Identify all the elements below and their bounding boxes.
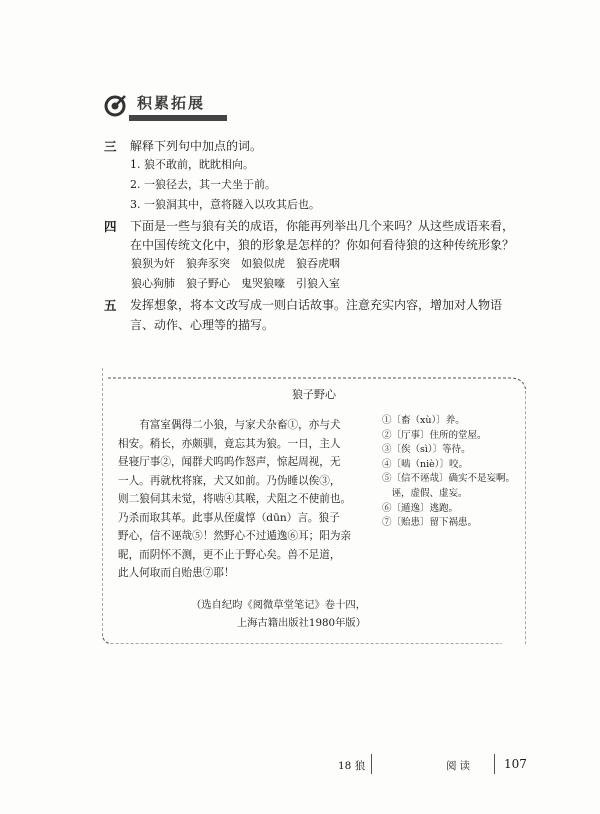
question-text-3: 解释下列句中加点的词。 <box>130 139 263 153</box>
question-number-3: 三 <box>104 139 117 154</box>
idiom: 鬼哭狼嚎 <box>241 277 285 290</box>
excerpt-line: 有富室偶得二小狼，与家犬杂畜①，亦与犬 <box>139 419 341 431</box>
question-number-5: 五 <box>104 298 117 313</box>
idiom-row <box>131 275 351 291</box>
target-icon <box>103 94 127 118</box>
annotation-notes <box>382 414 532 531</box>
excerpt-line: 相安。稍长，亦颇驯，竟忘其为狼。一日，主人 <box>118 437 341 450</box>
reading-excerpt-box <box>102 368 526 644</box>
excerpt-source <box>176 596 366 632</box>
question-item: 2. 一狼径去，其一犬坐于前。 <box>130 178 276 191</box>
idiom: 狼狈为奸 <box>131 257 175 270</box>
section-title: 积累拓展 <box>137 94 206 112</box>
question-text-4-line2: 在中国传统文化中，狼的形象是怎样的？你如何看待狼的这种传统形象？ <box>130 238 515 252</box>
note-item: ②〔厅事〕住所的堂屋。 <box>382 429 487 441</box>
excerpt-line: 野心，信不诬哉⑤！然野心不过遁逸⑥耳；阳为亲 <box>118 530 352 542</box>
excerpt-body <box>118 416 368 583</box>
section-underline <box>129 115 227 121</box>
question-text-5-line2: 言、动作、心理等的描写。 <box>130 318 275 332</box>
footer-section: 阅读 <box>446 760 473 772</box>
section-header <box>103 90 227 122</box>
question-item: 1. 狼不敢前，眈眈相向。 <box>130 158 254 171</box>
note-item: 诬，虚假、虚妄。 <box>382 487 468 499</box>
page-number: 107 <box>504 757 527 771</box>
idiom: 狼心狗肺 <box>131 277 175 290</box>
question-text-4-line1: 下面是一些与狼有关的成语，你能再列举出几个来吗？从这些成语来看， <box>130 219 515 233</box>
source-line: 上海古籍出版社1980年版） <box>236 617 366 629</box>
footer-divider <box>371 754 372 774</box>
excerpt-line: 昼寝厅事②，闻群犬呜呜作怒声，惊起周视，无 <box>118 456 341 468</box>
note-item: ⑥〔遁逸〕逃跑。 <box>382 502 459 514</box>
source-line: （选自纪昀《阅微草堂笔记》卷十四， <box>190 599 366 611</box>
excerpt-line: 则二狼伺其未觉，将啮④其喉，犬阻之不使前也。 <box>118 493 352 505</box>
note-item: ⑤〔信不诬哉〕确实不是妄啊。 <box>382 473 516 485</box>
question-text-5-line1: 发挥想象，将本文改写成一则白话故事。注意充实内容，增加对人物语 <box>130 298 503 312</box>
note-item: ③〔俟（sì）〕等待。 <box>382 444 471 456</box>
excerpt-line: 一人。再就枕将寐，犬又如前。乃伪睡以俟③， <box>118 474 341 487</box>
footer-chapter: 18 狼 <box>338 760 366 772</box>
excerpt-line: 昵，而阴怀不测，更不止于野心矣。兽不足道， <box>118 548 341 561</box>
idiom: 狼子野心 <box>186 277 230 290</box>
idiom: 如狼似虎 <box>241 257 285 270</box>
note-item: ⑦〔贻患〕留下祸患。 <box>382 517 478 529</box>
note-item: ①〔畜（xù）〕养。 <box>382 415 465 426</box>
idiom: 狼吞虎咽 <box>296 257 340 270</box>
question-number-4: 四 <box>104 219 117 234</box>
note-item: ④〔啮（niè）〕咬。 <box>382 458 469 470</box>
excerpt-line: 乃杀而取其革。此事从侄虞惇（dūn）言。狼子 <box>118 511 340 524</box>
excerpt-line: 此人何取而自贻患⑦耶！ <box>118 567 235 579</box>
idiom: 引狼入室 <box>296 277 340 290</box>
idiom: 狼奔豕突 <box>186 257 230 270</box>
excerpt-title: 狼子野心 <box>292 388 336 401</box>
question-item: 3. 一狼洞其中，意将隧入以攻其后也。 <box>130 198 320 211</box>
footer-divider <box>494 754 495 774</box>
idiom-row <box>131 255 351 271</box>
